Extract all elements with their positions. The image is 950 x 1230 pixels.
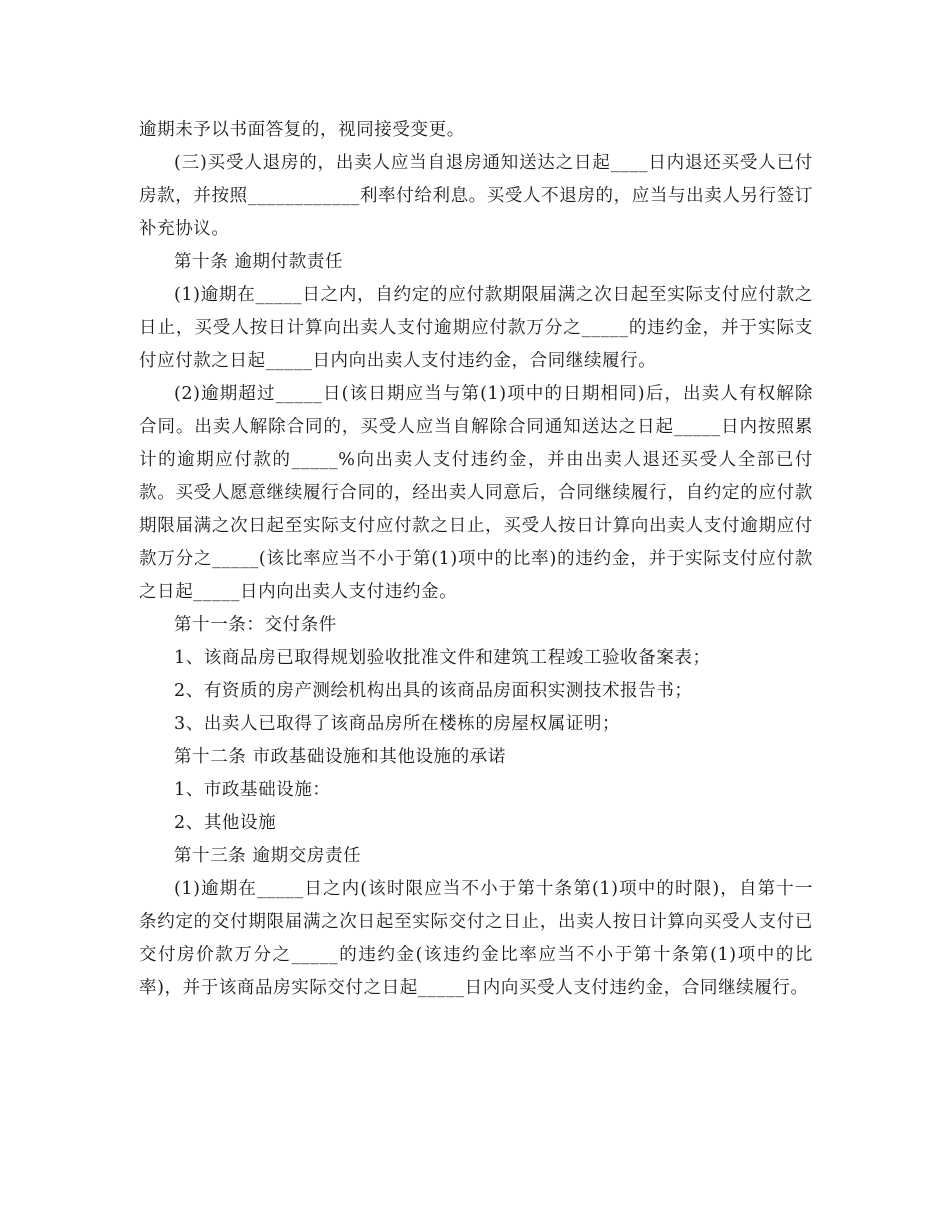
article-10-item-1: (1)逾期在_____日之内，自约定的应付款期限届满之次日起至实际支付应付款之日止，买受人按日计算向出卖人支付逾期应付款万分之_____的违约金，并于实际支付应付款之日起_____日内向出卖人支付违约金，合同继续履行。: [139, 285, 813, 371]
contract-text: [139, 114, 813, 1005]
article-13-item-1: (1)逾期在_____日之内(该时限应当不小于第十条第(1)项中的时限)，自第十一条约定的交付期限届满之次日起至实际交付之日止，出卖人按日计算向买受人支付已交付房价款万分之_____的违约金(该违约金比率应当不小于第十条第(1)项中的比率)，并于该商品房实际交付之日起_____日内向买受人支付违约金，合同继续履行。: [139, 879, 813, 998]
article-11-heading: 第十一条：交付条件: [174, 615, 337, 635]
article-11-item-1: 1、该商品房已取得规划验收批准文件和建筑工程竣工验收备案表；: [174, 648, 711, 668]
article-11-item-2: 2、有资质的房产测绘机构出具的该商品房面积实测技术报告书；: [174, 681, 693, 701]
article-12-item-1: 1、市政基础设施：: [174, 780, 331, 800]
paragraph-refund-clause: (三)买受人退房的，出卖人应当自退房通知送达之日起____日内退还买受人已付房款，并按照____________利率付给利息。买受人不退房的，应当与出卖人另行签订补充协议。: [139, 153, 813, 239]
article-10-item-2: (2)逾期超过_____日(该日期应当与第(1)项中的日期相同)后，出卖人有权解除合同。出卖人解除合同的，买受人应当自解除合同通知送达之日起_____日内按照累计的逾期应付款的_____%向出卖人支付违约金，并由出卖人退还买受人全部已付款。买受人愿意继续履行合同的，经出卖人同意后，合同继续履行，自约定的应付款期限届满之次日起至实际支付应付款之日止，买受人按日计算向出卖人支付逾期应付款万分之_____(该比率应当不小于第(1)项中的比率)的违约金，并于实际支付应付款之日起_____日内向出卖人支付违约金。: [139, 384, 813, 602]
article-12-item-2: 2、其他设施: [174, 813, 277, 833]
article-11-item-3: 3、出卖人已取得了该商品房所在楼栋的房屋权属证明；: [174, 714, 621, 734]
paragraph-continuation: 逾期未予以书面答复的，视同接受变更。: [139, 120, 465, 140]
article-12-heading: 第十二条 市政基础设施和其他设施的承诺: [174, 747, 506, 767]
article-10-heading: 第十条 逾期付款责任: [174, 252, 344, 272]
article-13-heading: 第十三条 逾期交房责任: [174, 846, 362, 866]
